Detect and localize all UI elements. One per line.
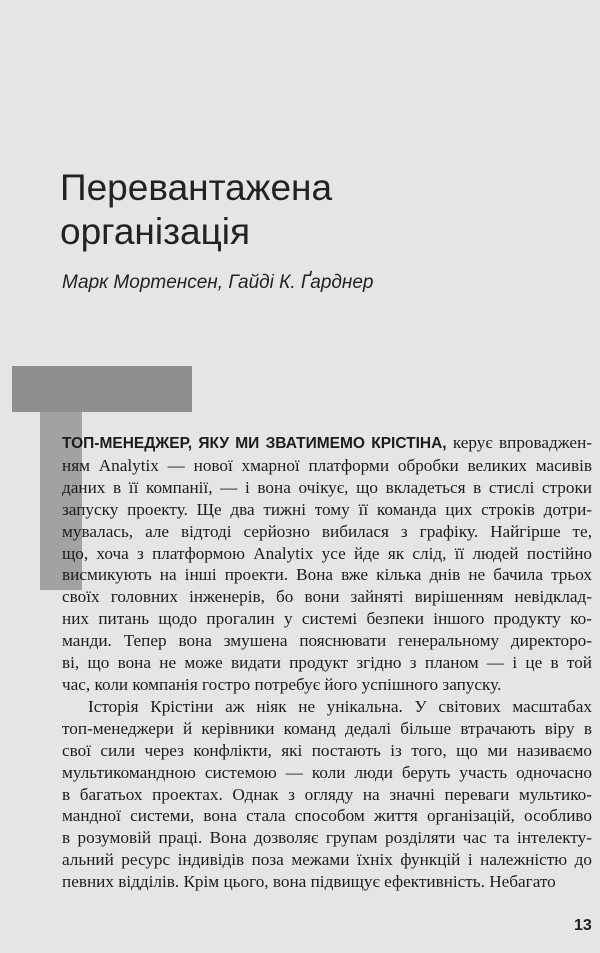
body-text: керує впроваджен-: [446, 433, 592, 452]
body-line: мандної системи, вона стала способом життя організацій, особливо: [62, 806, 592, 826]
body-line: запуску проекту. Ще два тижні тому її команда цих строків дотри-: [62, 499, 592, 519]
body-line: час, коли компанія гостро потребує його успішного запуску.: [62, 674, 502, 694]
lead-in: ТОП-МЕНЕДЖЕР, ЯКУ МИ ЗВАТИМЕМО КРІСТІНА,: [62, 435, 447, 452]
body-line: даних в її компанії, — і вона очікує, що вкладеться в стислі строки: [62, 477, 592, 497]
body-line: певних відділів. Крім цього, вона підвищує ефективність. Небагато: [62, 872, 556, 892]
dropcap-t-bar: [12, 366, 192, 412]
title-line: Перевантажена: [60, 167, 333, 208]
paragraph-1: [62, 455, 592, 696]
title-line: організація: [60, 211, 251, 252]
body-line: манди. Тепер вона змушена пояснювати генеральному директоро-: [62, 631, 592, 651]
article-body: [62, 432, 592, 893]
body-line: Історія Крістіни аж ніяк не унікальна. У світових масштабах: [88, 696, 592, 716]
article-authors: Марк Мортенсен, Гайді К. Ґарднер: [62, 272, 374, 293]
body-line: ням Analytix — нової хмарної платформи обробки великих масивів: [62, 455, 592, 475]
body-line: свої сили через конфлікти, які постають із того, що ми називаємо: [62, 740, 592, 760]
page-number: 13: [574, 917, 592, 934]
article-title: [60, 166, 332, 254]
body-line: своїх головних інженерів, бо вони зайняті вирішенням невідклад-: [62, 587, 592, 607]
body-line: [62, 432, 592, 455]
body-line: висмикують на інші проекти. Вона вже кілька днів не бачила трьох: [62, 565, 592, 585]
body-line: топ-менеджери й керівники команд дедалі більше втрачають віру в: [62, 718, 592, 738]
body-line: мультикомандною системою — коли люди беруть участь одночасно: [62, 762, 592, 782]
paragraph-2: [62, 696, 592, 893]
body-line: що, хоча з платформою Analytix усе йде як слід, її людей постійно: [62, 543, 592, 563]
body-line: в розумовій праці. Вона дозволяє групам розділяти час та інтелекту-: [62, 828, 592, 848]
body-line: альний ресурс індивідів поза межами їхніх функцій і належністю до: [62, 850, 592, 870]
body-line: в багатьох проектах. Однак з огляду на значні переваги мультико-: [62, 784, 592, 804]
body-line: ві, що вона не може видати продукт згідно з планом — і це в той: [62, 653, 592, 673]
body-line: мувалась, але відтоді серйозно вибилася з графіку. Найгірше те,: [62, 521, 592, 541]
body-line: них питань щодо прогалин у системі безпеки іншого продукту ко-: [62, 609, 592, 629]
